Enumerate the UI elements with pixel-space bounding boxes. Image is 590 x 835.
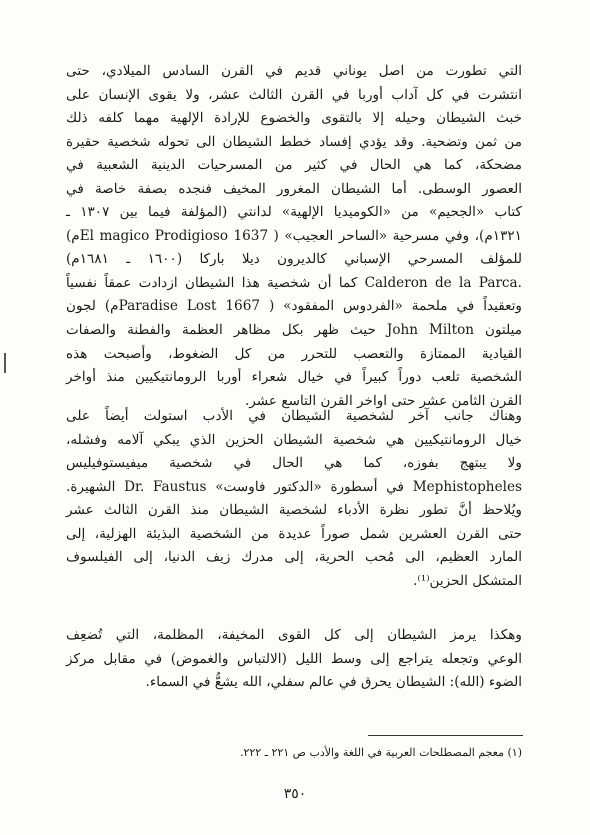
text-line: ولا يبتهج بفوزه، كما هي الحال في شخصية ميفيستوفيليس xyxy=(66,455,522,472)
footnote: (١) معجم المصطلحات العربية في اللغة والأدب ص ٢٢١ ـ ٢٢٢. xyxy=(239,746,522,759)
footnote-separator xyxy=(368,735,523,736)
text-line: خبث الشيطان وحيله إلا بالتقوى والخضوع للإرادة الإلهية مهما كلفه ذلك xyxy=(66,110,522,127)
paragraph-3 xyxy=(66,624,522,695)
text-line: التي تطورت من اصل يوناني قديم في القرن السادس الميلادي، حتى xyxy=(66,63,522,79)
text-line: خيال الرومانتيكيين هي شخصية الشيطان الحزين الذي يبكي آلامه وفشله، xyxy=(66,431,522,448)
page-number: ٣٥٠ xyxy=(283,786,307,802)
text-line: الضوء (الله): الشيطان يحرق في عالم سفلي، الله يشعُّ في السماء. xyxy=(145,674,522,691)
margin-mark xyxy=(4,353,6,373)
text-line: الشخصية تلعب دوراً كبيراً في خيال شعراء أوربا الرومانتيكيين منذ أواخر xyxy=(66,369,522,386)
text-line: للمؤلف المسرحي الإسباني كالديرون ديلا باركا (١٦٠٠ ـ ١٦٨١م) xyxy=(66,251,523,268)
text-line: كتاب «الجحيم» من «الكوميديا الإلهية» لدانتي (المؤلفة فيما بين ١٣٠٧ ـ xyxy=(66,204,522,221)
text-line: ميلتون John Milton حيث ظهر بكل مظاهر العظمة والفطنة والصفات xyxy=(66,322,523,339)
text-line: القيادية الممتازة والتعصب للتحرر من كل الضغوط، وأصبحت هذه xyxy=(66,345,522,362)
text-line: Mephistopheles في أسطورة «الدكتور فاوست» Dr. Faustus الشهيرة. xyxy=(66,478,522,495)
text-line: القرن الثامن عشر حتى اواخر القرن التاسع عشر. xyxy=(244,392,522,409)
text-line: المارد العظيم، الى مُحب الحرية، إلى مدرك زيف الدنيا، إلى الفيلسوف xyxy=(66,549,522,566)
text-line: الوعي وتجعله يتراجع إلى وسط الليل (الالتباس والغموض) في مقابل مركز xyxy=(66,650,522,667)
paragraph-2 xyxy=(66,405,522,593)
text-line: من ثمن وتضحية. وقد يؤدي إفساد خطط الشيطان الى تحوله شخصية حقيرة xyxy=(66,133,522,150)
text-line: انتشرت في كل آداب أوربا في القرن الثالث عشر، ولا يقوى الإنسان على xyxy=(66,86,522,103)
text-line: .Calderon de la Parca كما أن شخصية هذا الشيطان ازدادت عمقاً نفسياً xyxy=(66,274,522,291)
text-line: وهكذا يرمز الشيطان إلى كل القوى المخيفة، المظلمة، التي تُضعِف xyxy=(66,627,522,643)
text-line: حتى القرن العشرين شمل صوراً عديدة من الشخصية البذيئة الهزلية، إلى xyxy=(66,525,522,542)
text-line: ويُلاحظ أنَّ تطور نظرة الأدباء لشخصية الشيطان منذ القرن الثالث عشر xyxy=(66,502,522,519)
text-line: المتشكل الحزين⁽¹⁾. xyxy=(413,572,522,589)
text-line: وتعقيداً في ملحمة «الفردوس المفقود» ( Paradise Lost 1667م) لجون xyxy=(66,298,522,315)
text-line: العصور الوسطى. أما الشيطان المغرور المخيف فنجده بصفة خاصة في xyxy=(66,180,522,197)
text-line: ١٣٢١م)، وفي مسرحية «الساحر العجيب» ( El magico Prodigioso 1637م) xyxy=(66,227,522,244)
text-line: مضحكة، كما هي الحال في كثير من المسرحيات الدينية الشعبية في xyxy=(66,157,522,174)
text-line: وهناك جانب آخر لشخصية الشيطان في الأدب استولت أيضاً على xyxy=(66,408,522,424)
paragraph-1 xyxy=(66,60,522,413)
